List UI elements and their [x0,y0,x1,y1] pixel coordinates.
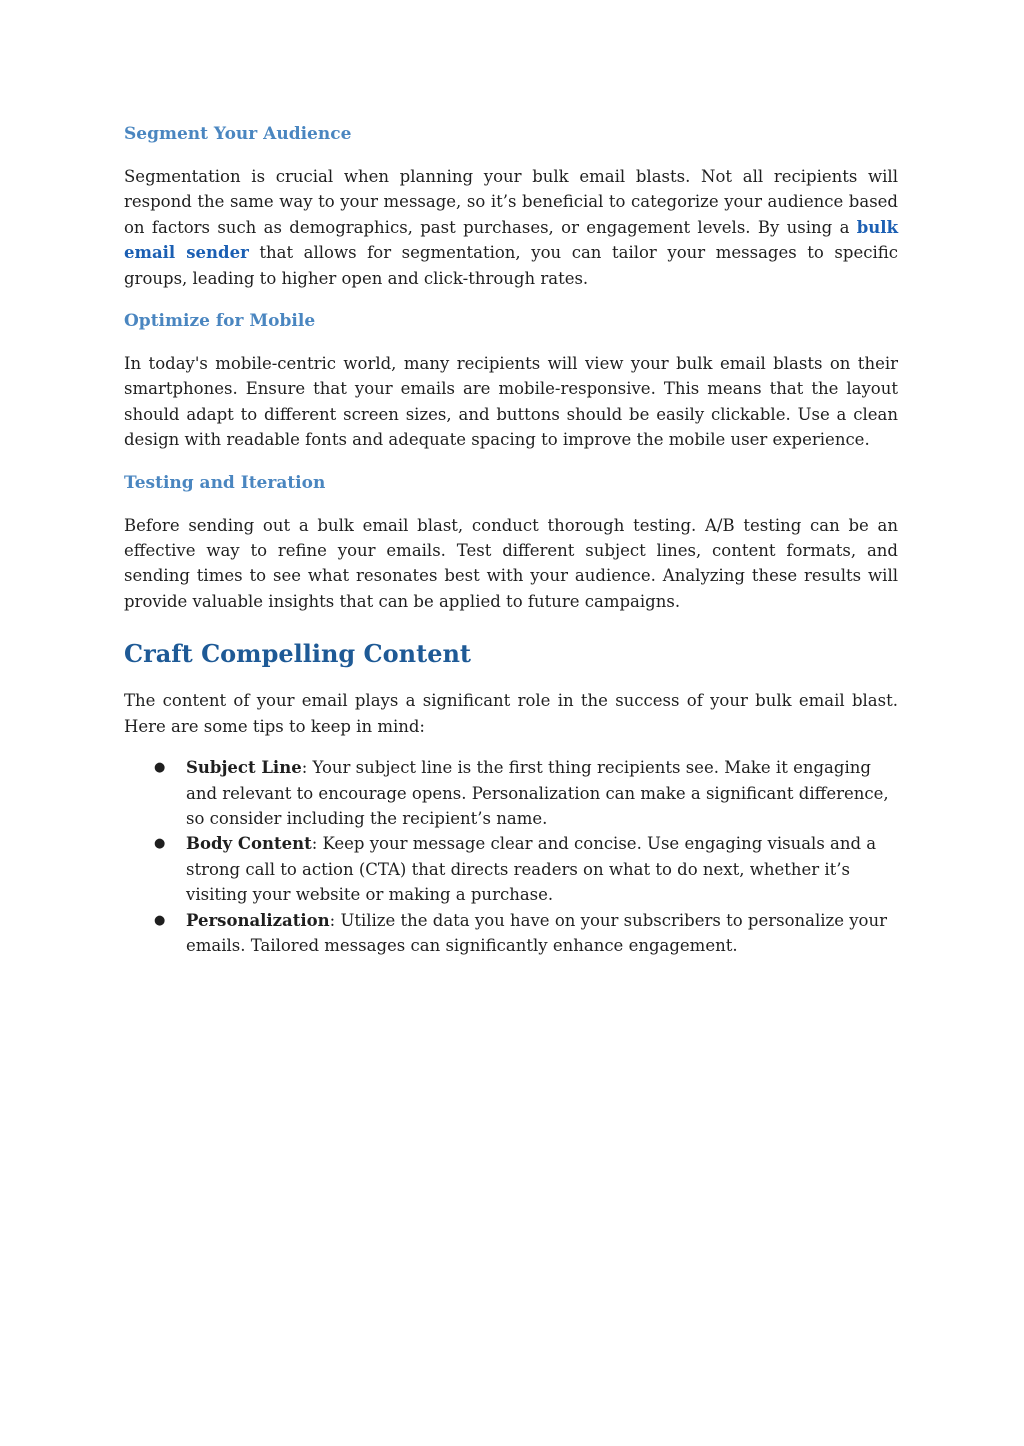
paragraph-segment [124,164,898,291]
bullet-icon: ● [154,912,166,928]
bulk-email-sender-link[interactable]: bulk email sender [124,217,898,263]
paragraph-mobile: In today's mobile-centric world, many recipients will view your bulk email blasts on their smartphones. Ensure that your emails are mobile-responsive. This means that the layout should adapt to different screen sizes, and buttons should be easily clickable. Use a clean design with readable fonts and adequate spacing to improve the mobile user experience. [124,354,898,450]
list-item [124,755,898,831]
tip-description: : Your subject line is the first thing recipients see. Make it engaging and relevant to encourage opens. Personalization can make a significant difference, so consider including the recipient’s name. [186,758,889,828]
document-page [124,118,898,958]
section-heading-testing: Testing and Iteration [124,472,326,493]
paragraph-text: that allows for segmentation, you can tailor your messages to specific groups, leading to higher open and click-through rates. [124,243,898,288]
paragraph-testing: Before sending out a bulk email blast, conduct thorough testing. A/B testing can be an effective way to refine your emails. Test different subject lines, content formats, and sending times to see what resonates best with your audience. Analyzing these results will provide valuable insights that can be applied to future campaigns. [124,515,898,611]
section-heading-segment: Segment Your Audience [124,124,352,144]
bullet-icon: ● [154,836,166,852]
list-item [124,831,898,907]
tip-description: : Utilize the data you have on your subscribers to personalize your emails. Tailored messages can significantly enhance engagement. [186,910,888,955]
paragraph-content-intro: The content of your email plays a significant role in the success of your bulk email blast. Here are some tips to keep in mind: [124,691,898,736]
bullet-icon: ● [154,760,166,776]
tip-term: Personalization [186,910,330,930]
tip-term: Body Content [186,834,312,854]
tips-list [124,755,898,958]
tip-term: Subject Line [186,758,302,778]
paragraph-text: Segmentation is crucial when planning your bulk email blasts. Not all recipients will respond the same way to your message, so it’s beneficial to categorize your audience based on factors such as demographics, past purchases, or engagement levels. By using a [124,167,898,237]
section-heading-mobile: Optimize for Mobile [124,311,316,332]
list-item [124,908,898,959]
heading-craft-content: Craft Compelling Content [124,639,472,669]
tip-description: : Keep your message clear and concise. Use engaging visuals and a strong call to action (CTA) that directs readers on what to do next, whether it’s visiting your website or making a purchase. [186,834,877,905]
